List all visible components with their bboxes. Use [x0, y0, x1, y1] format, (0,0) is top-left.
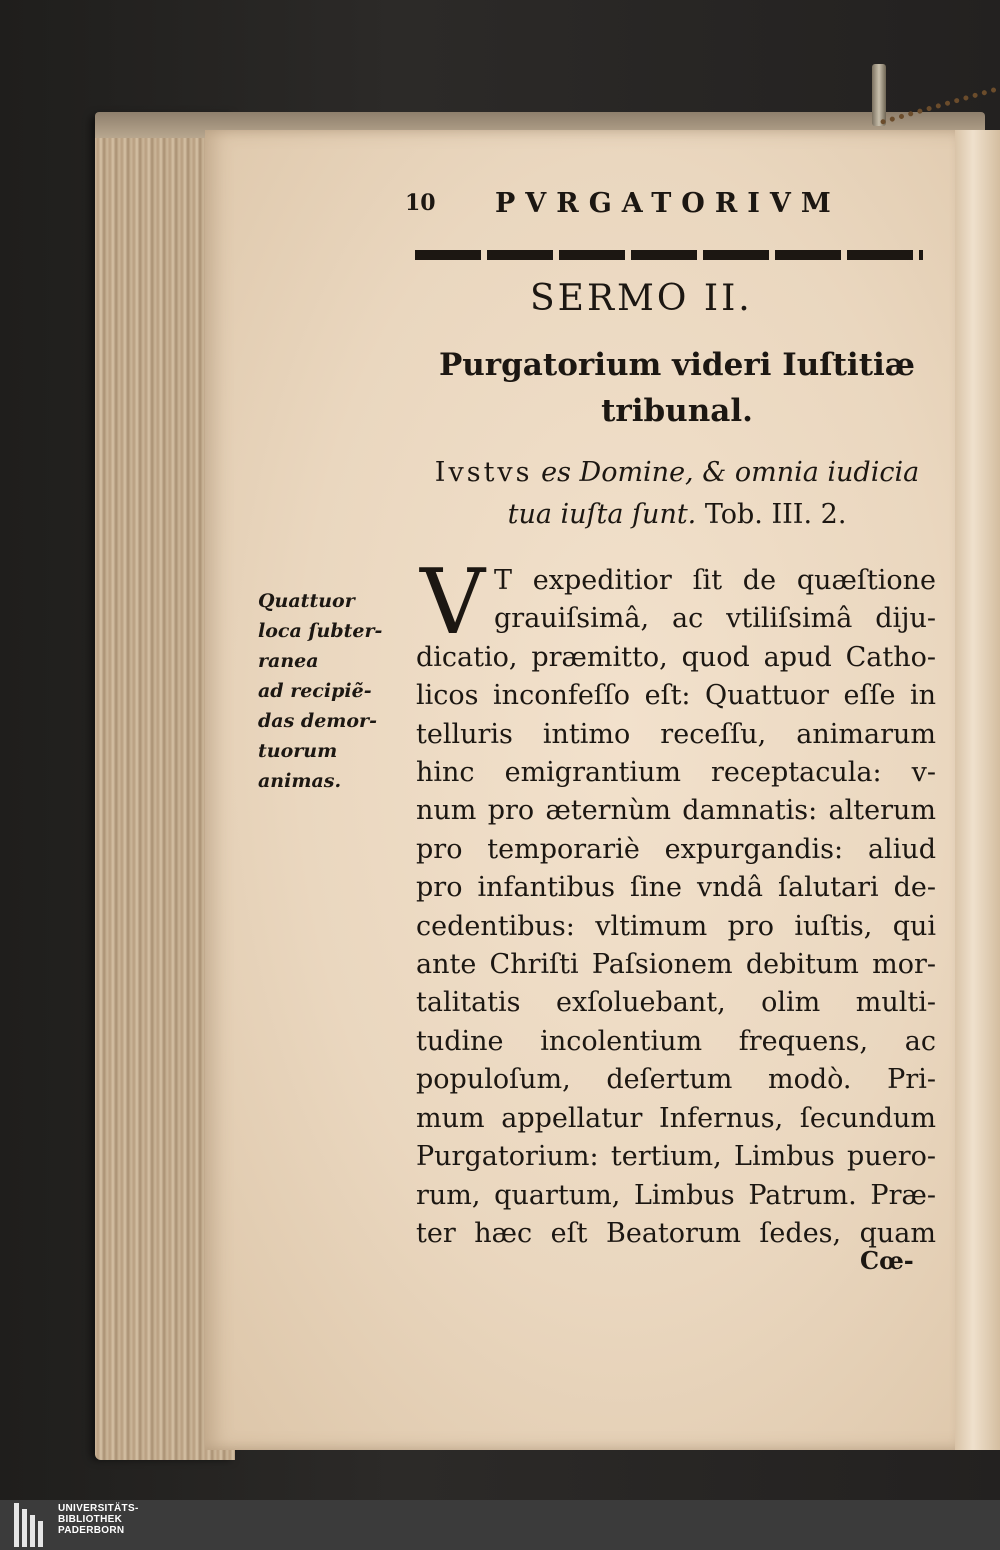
marginal-note	[258, 586, 408, 796]
text-line: rum, quartum, Limbus Patrum. Præ-	[416, 1179, 936, 1211]
text-line: Purgatorium: tertium, Limbus puero-	[416, 1141, 936, 1173]
body-text	[416, 562, 936, 1253]
text-line: ante Chriſti Paſsionem debitum mor-	[416, 949, 936, 981]
text-line: grauiſsimâ, ac vtiliſsimâ diju-	[494, 603, 936, 635]
text-line: telluris intimo receſſu, animarum	[416, 718, 936, 750]
text-line: num pro æternùm damnatis: alterum	[416, 795, 936, 827]
text-line: ter hæc eſt Beatorum ſedes, quam	[416, 1217, 936, 1249]
marginal-line: ad recipiẽ-	[258, 680, 372, 702]
clasp-icon	[858, 58, 902, 128]
text-line: populoſum, deſertum modò. Pri-	[416, 1064, 936, 1096]
text-line: mum appellatur Infernus, ſecundum	[416, 1102, 936, 1134]
scripture-quote	[412, 452, 942, 536]
quote-text: es Domine, & omnia iudicia tua iuſta ſunt.	[507, 457, 920, 530]
marginal-line: ranea	[258, 650, 319, 672]
page-gutter	[955, 130, 1000, 1450]
library-name-line: PADERBORN	[58, 1525, 125, 1536]
library-name-line: BIBLIOTHEK	[58, 1514, 123, 1525]
sermon-title: Purgatorium videri Iuſtitiæ tribunal.	[438, 347, 916, 429]
marginal-line: das demor-	[258, 710, 377, 732]
footer-bar	[0, 1500, 1000, 1550]
marginal-line: animas.	[258, 770, 342, 792]
text-line: hinc emigrantium receptacula: v-	[416, 757, 936, 789]
marginal-line: Quattuor	[258, 590, 355, 612]
page-number: 10	[405, 190, 436, 216]
text-line: licos inconfeſſo eſt: Quattuor eſſe in	[416, 680, 936, 712]
header-rule	[415, 250, 923, 260]
catchword: Cœ-	[860, 1246, 914, 1275]
library-name	[58, 1503, 139, 1536]
marginal-line: tuorum	[258, 740, 338, 762]
marginal-line: loca ſubter-	[258, 620, 383, 642]
text-line: dicatio, præmitto, quod apud Catho-	[416, 641, 936, 673]
sermon-heading: SERMO II.	[530, 278, 753, 319]
library-logo-icon	[14, 1503, 50, 1547]
drop-cap: V	[420, 550, 485, 655]
quote-reference: Tob. III. 2.	[704, 499, 847, 530]
text-line: tudine incolentium frequens, ac	[416, 1025, 936, 1057]
library-name-line: UNIVERSITÄTS-	[58, 1503, 139, 1514]
quote-caps: Ivstvs	[434, 457, 533, 488]
text-line: pro temporariè expurgandis: aliud	[416, 833, 936, 865]
text-line: cedentibus: vltimum pro iuſtis, qui	[416, 910, 936, 942]
running-title: PVRGATORIVM	[495, 188, 841, 219]
text-line: pro infantibus ſine vndâ ſalutari de-	[416, 872, 936, 904]
text-line: talitatis exſoluebant, olim multi-	[416, 987, 936, 1019]
text-line: T expeditior ſit de quæſtione	[494, 565, 936, 596]
